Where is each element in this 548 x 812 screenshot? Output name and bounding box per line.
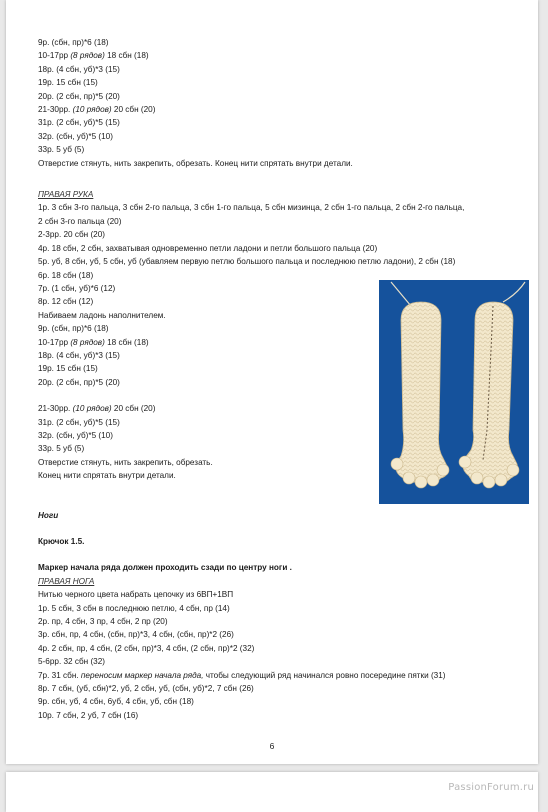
pattern-row: 1р. 5 сбн, 3 сбн в последнюю петлю, 4 сбн, пр (14) (38, 603, 230, 613)
pattern-row: 5-6рр. 32 сбн (32) (38, 657, 106, 667)
pattern-row: 6р. 18 сбн (18) (38, 270, 94, 280)
pattern-row: 18р. (4 сбн, уб)*3 (15) (38, 64, 120, 74)
pattern-row: 33р. 5 уб (5) (38, 145, 85, 155)
pattern-row: 2р. пр, 4 сбн, 3 пр, 4 сбн, 2 пр (20) (38, 617, 168, 627)
pattern-row: 31р. (2 сбн, уб)*5 (15) (38, 417, 120, 427)
pattern-row: 7р. (1 сбн, уб)*6 (12) (38, 283, 116, 293)
watermark: PassionForum.ru (448, 782, 534, 793)
pattern-row: 5р. уб, 8 сбн, уб, 5 сбн, уб (убавляем первую петлю большого пальца и последнюю петлю ладони), 2 сбн (18) (38, 257, 456, 267)
pattern-row: 20р. (2 сбн, пр)*5 (20) (38, 91, 120, 101)
pattern-row: 32р. (сбн, уб)*5 (10) (38, 131, 113, 141)
marker-note: Маркер начала ряда должен проходить сзади по центру ноги . (38, 563, 292, 573)
pattern-row: 33р. 5 уб (5) (38, 444, 85, 454)
pattern-row: 8р. 7 сбн, (уб, сбн)*2, уб, 2 сбн, уб, (сбн, уб)*2, 7 сбн (26) (38, 684, 254, 694)
pattern-row: 2-3рр. 20 сбн (20) (38, 230, 106, 240)
pattern-row: 1р. 3 сбн 3-го пальца, 3 сбн 2-го пальца, 3 сбн 1-го пальца, 5 сбн мизинца, 2 сбн 1-го пальца, 2 сбн 2-го пальца, (38, 203, 465, 213)
pattern-row: 31р. (2 сбн, уб)*5 (15) (38, 118, 120, 128)
right-arm-heading: ПРАВАЯ РУКА (38, 190, 94, 200)
pattern-row: 8р. 12 сбн (12) (38, 297, 94, 307)
pattern-row: Нитью черного цвета набрать цепочку из 6ВП+1ВП (38, 590, 234, 600)
arm-rows-continued (38, 36, 508, 170)
pattern-row: 9р. (сбн, пр)*6 (18) (38, 324, 109, 334)
pattern-row: 19р. 15 сбн (15) (38, 364, 98, 374)
pattern-row: 10-17рр (8 рядов) 18 сбн (18) (38, 51, 149, 61)
pattern-row: Отверстие стянуть, нить закрепить, обрезать. Конец нити спрятать внутри детали. (38, 158, 353, 168)
pattern-row: 21-30рр. (10 рядов) 20 сбн (20) (38, 404, 156, 414)
pattern-row: 2 сбн 3-го пальца (20) (38, 216, 122, 226)
pattern-row: 9р. сбн, уб, 4 сбн, 6уб, 4 сбн, уб, сбн (18) (38, 697, 194, 707)
pattern-row: 7р. 31 сбн. переносим маркер начала ряда, чтобы следующий ряд начинался ровно посередине пятки (31) (38, 670, 446, 680)
pattern-row: Конец нити спрятать внутри детали. (38, 471, 176, 481)
pattern-row: 20р. (2 сбн, пр)*5 (20) (38, 377, 120, 387)
pattern-row: 10р. 7 сбн, 2 уб, 7 сбн (16) (38, 710, 139, 720)
pattern-row: 4р. 18 сбн, 2 сбн, захватывая одновременно петли ладони и петли большого пальца (20) (38, 243, 378, 253)
right-leg-rows (38, 588, 508, 722)
page-number: 6 (269, 741, 275, 751)
pattern-row: 19р. 15 сбн (15) (38, 78, 98, 88)
pattern-row: 10-17рр (8 рядов) 18 сбн (18) (38, 337, 149, 347)
pattern-row: 3р. сбн, пр, 4 сбн, (сбн, пр)*3, 4 сбн, (сбн, пр)*2 (26) (38, 630, 234, 640)
pattern-row: Набиваем ладонь наполнителем. (38, 310, 166, 320)
crocheted-arms-photo (379, 280, 529, 504)
pattern-row: 32р. (сбн, уб)*5 (10) (38, 430, 113, 440)
right-leg-heading: ПРАВАЯ НОГА (38, 576, 95, 586)
pattern-row: 21-30рр. (10 рядов) 20 сбн (20) (38, 105, 156, 115)
pattern-row: 9р. (сбн, пр)*6 (18) (38, 38, 109, 47)
document-page (6, 0, 538, 764)
pattern-row: 18р. (4 сбн, уб)*3 (15) (38, 350, 120, 360)
pattern-row: Отверстие стянуть, нить закрепить, обрезать. (38, 457, 213, 467)
pattern-row: 4р. 2 сбн, пр, 4 сбн, (2 сбн, пр)*3, 4 сбн, (2 сбн, пр)*2 (32) (38, 643, 255, 653)
hook-size: Крючок 1.5. (38, 537, 85, 546)
legs-heading: Ноги (38, 510, 59, 520)
